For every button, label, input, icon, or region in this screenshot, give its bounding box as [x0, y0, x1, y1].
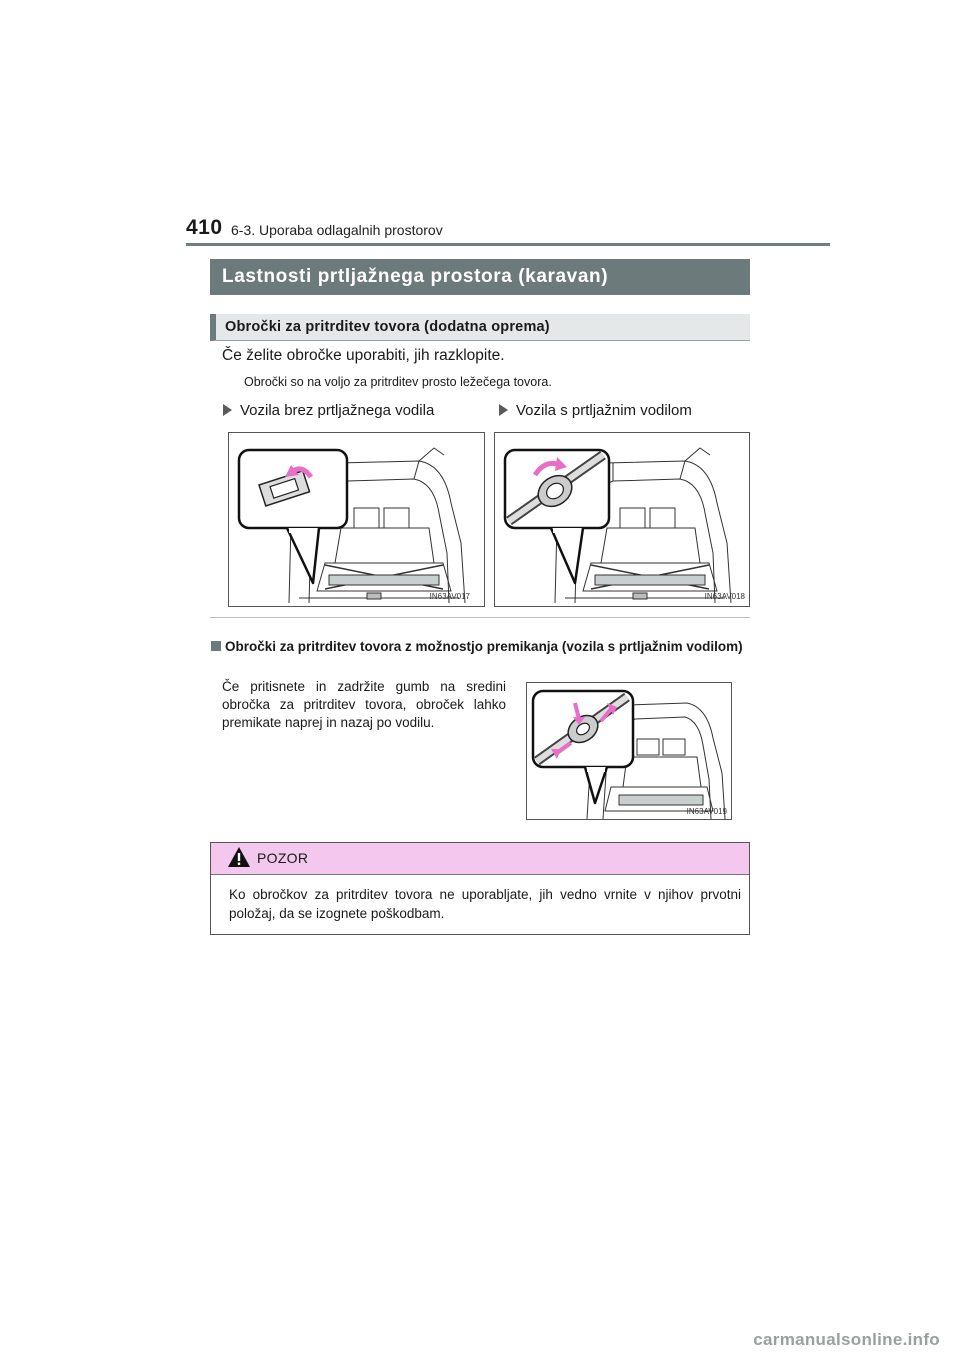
square-bullet-icon [211, 641, 221, 651]
triangle-bullet-icon [223, 404, 232, 416]
variant-label-without-rail [223, 402, 434, 419]
warning-label: POZOR [257, 850, 309, 866]
figure-code: IN63AV019 [686, 807, 727, 816]
watermark: carmanualsonline.info [753, 1330, 940, 1349]
subsection-title: Obročki za pritrditev tovora (dodatna oprema) [210, 314, 750, 341]
trunk-illustration [527, 683, 732, 820]
page-number: 410 [186, 216, 223, 239]
chapter-title: 6-3. Uporaba odlagalnih prostorov [231, 222, 443, 238]
figure-code: IN63AV017 [429, 592, 470, 601]
trunk-illustration [495, 433, 750, 607]
warning-text: Ko obročkov za pritrditev tovora ne uporabljate, jih vedno vrnite v njihov prvotni položaj, da se izognete poškodbam. [229, 887, 741, 921]
variant-label-with-rail [499, 402, 692, 419]
movable-hooks-heading [211, 637, 751, 656]
instruction-text: Če želite obročke uporabiti, jih razklopite. [222, 347, 505, 364]
figure-cargo-hook-fold [228, 432, 485, 607]
figure-code: IN63AV018 [704, 592, 745, 601]
movable-hooks-text: Če pritisnete in zadržite gumb na sredini obročka za pritrditev tovora, obroček lahko premikate naprej in nazaj po vodilu. [222, 679, 506, 730]
variant-label-text: Vozila brez prtljažnega vodila [240, 402, 435, 419]
figure-cargo-hook-rail [494, 432, 750, 607]
warning-icon [227, 846, 251, 868]
figure-cargo-hook-move [526, 682, 732, 820]
warning-header [211, 843, 749, 875]
divider [210, 617, 750, 618]
section-title: Lastnosti prtljažnega prostora (karavan) [210, 259, 750, 295]
movable-hooks-heading-text: Obročki za pritrditev tovora z možnostjo premikanja (vozila s prtljažnim vodilom) [225, 639, 743, 654]
warning-box [210, 842, 750, 935]
header-rule [186, 243, 830, 246]
note-text: Obročki so na voljo za pritrditev prosto ležečega tovora. [244, 375, 552, 389]
trunk-illustration [229, 433, 485, 607]
variant-label-text: Vozila s prtljažnim vodilom [516, 402, 692, 419]
triangle-bullet-icon [499, 404, 508, 416]
